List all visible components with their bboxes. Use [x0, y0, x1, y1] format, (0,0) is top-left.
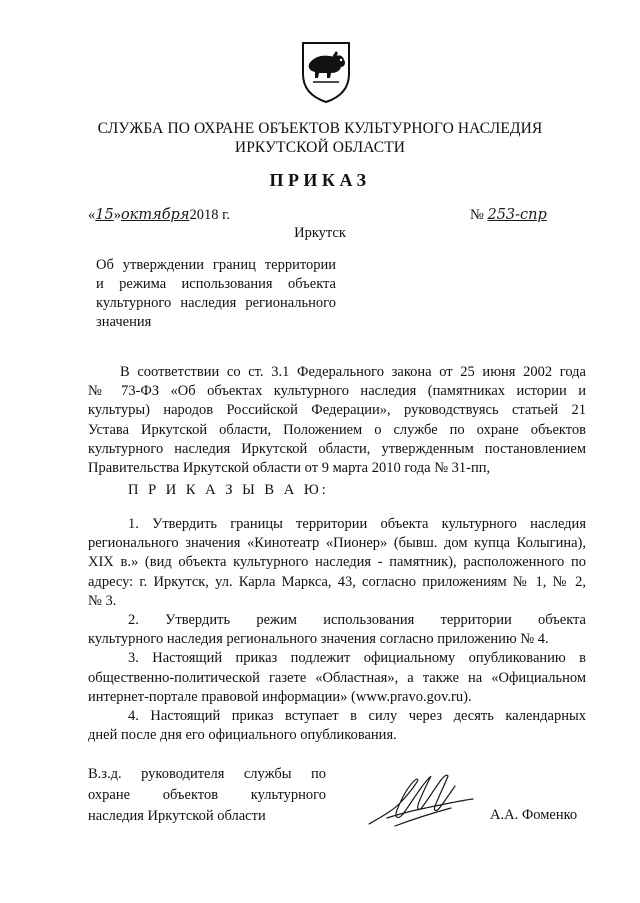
preamble-line: № 73-ФЗ «Об объектах культурного наследия (памятниках истории и — [88, 383, 586, 400]
preamble-line: Правительства Иркутской области от 9 марта 2010 года № 31-пп, — [88, 460, 491, 477]
signatory-title-line: наследия Иркутской области — [88, 808, 266, 824]
subject-line: значения — [96, 314, 152, 330]
signatory-title-line: охране объектов культурного — [88, 787, 326, 803]
order-item-line: 1. Утвердить границы территории объекта культурного наследия — [128, 516, 586, 532]
subject-line: культурного наследия регионального — [96, 295, 336, 311]
subject-line: и режима использования объекта — [96, 276, 336, 292]
document-city: Иркутск — [294, 225, 346, 241]
order-items — [88, 515, 586, 745]
number-label: № — [470, 207, 484, 223]
handwritten-signature-icon — [365, 768, 477, 832]
signatory-title-line: В.з.д. руководителя службы по — [88, 766, 326, 782]
date-year: 2018 г. — [189, 207, 230, 223]
coat-of-arms-icon — [300, 40, 352, 104]
signatory-title — [88, 764, 326, 827]
preamble-line: культурного наследия Иркутской области, утвержденным постановлением — [88, 440, 586, 457]
order-item-line: общественно-политической газете «Областная», а также на «Официальном — [88, 669, 586, 686]
order-item-line: 3. Настоящий приказ подлежит официальному опубликованию в — [128, 650, 586, 667]
order-heading: П Р И К А З Ы В А Ю: — [128, 482, 329, 498]
order-item-line: регионального значения «Кинотеатр «Пионер» (бывш. дом купца Колыгина), — [88, 535, 586, 552]
date-day: 15 — [95, 207, 114, 223]
date-open-quote: « — [88, 207, 96, 223]
signatory-name: А.А. Фоменко — [490, 807, 578, 823]
document-subject — [96, 256, 336, 332]
order-item-line: XIX в.» (вид объекта культурного наследия - памятник), расположенного по — [88, 554, 586, 571]
preamble-paragraph — [88, 363, 586, 478]
order-item-line: интернет-портале правовой информации» (www.pravo.gov.ru). — [88, 688, 472, 705]
organization-name-line2: ИРКУТСКОЙ ОБЛАСТИ — [234, 139, 406, 156]
date-close-quote: » — [113, 207, 121, 223]
document-title: ПРИКАЗ — [269, 170, 371, 190]
order-item-line: дней после дня его официального опубликования. — [88, 727, 397, 744]
order-item-line: адресу: г. Иркутск, ул. Карла Маркса, 43, согласно приложениям № 1, № 2, — [88, 573, 586, 590]
preamble-line: В соответствии со ст. 3.1 Федерального закона от 25 июня 2002 года — [120, 364, 586, 380]
organization-name-line1: СЛУЖБА ПО ОХРАНЕ ОБЪЕКТОВ КУЛЬТУРНОГО НАСЛЕДИЯ — [97, 120, 543, 137]
date-month: октября — [120, 207, 190, 223]
number-value: 253-спр — [487, 207, 547, 223]
order-item-line: 4. Настоящий приказ вступает в силу через десять календарных — [128, 707, 586, 724]
order-item-line: № 3. — [88, 592, 117, 609]
preamble-line: Устава Иркутской области, Положением о службе по охране объектов — [88, 421, 586, 438]
order-item-line: 2. Утвердить режим использования территории объекта — [128, 611, 586, 628]
order-item-line: культурного наследия регионального значения согласно приложению № 4. — [88, 631, 549, 648]
preamble-line: культуры) народов Российской Федерации», руководствуясь статьей 21 — [88, 402, 586, 419]
document-date — [88, 207, 230, 224]
document-number — [470, 207, 547, 224]
subject-line: Об утверждении границ территории — [96, 257, 336, 273]
